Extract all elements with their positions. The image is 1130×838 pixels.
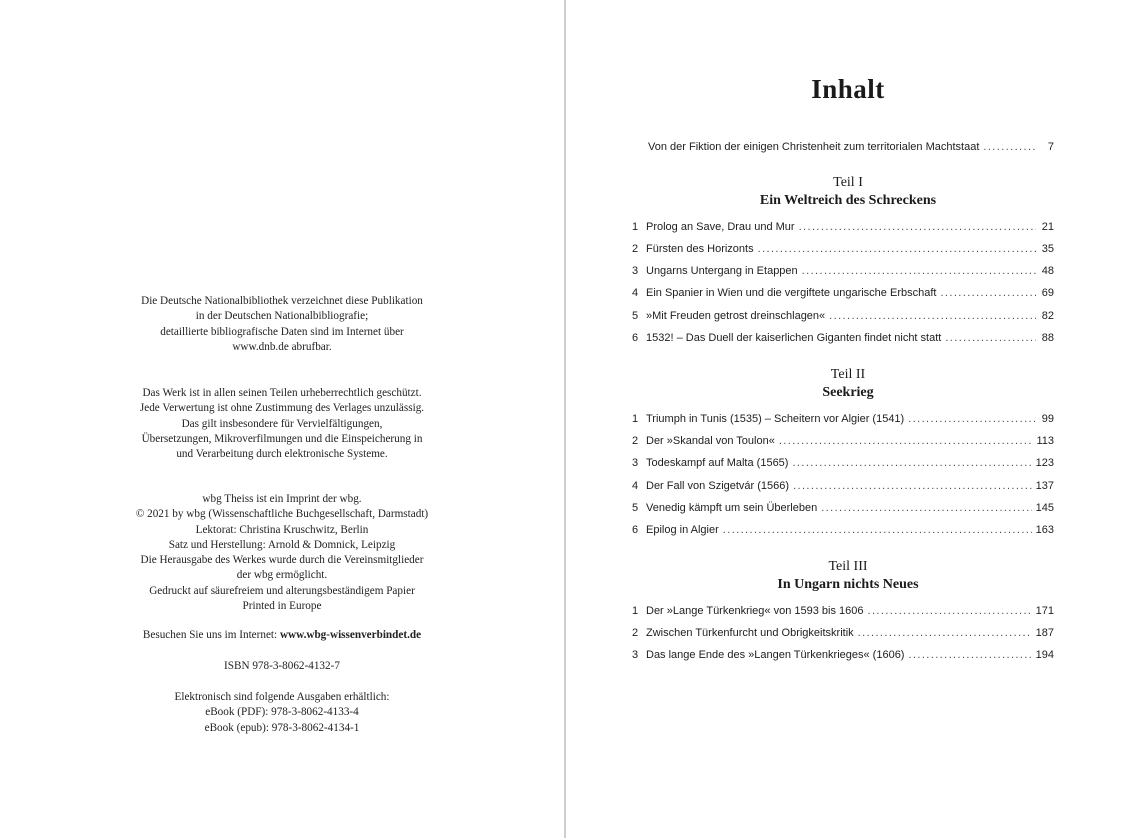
- entry-title: Todeskampf auf Malta (1565): [646, 457, 789, 469]
- website-prefix: Besuchen Sie uns im Internet:: [142, 629, 280, 641]
- entry-number: 4: [632, 480, 639, 492]
- website-link[interactable]: www.wbg-wissenverbindet.de: [279, 629, 422, 641]
- imprint-line: Printed in Europe: [242, 600, 322, 613]
- entry-page: 187: [1035, 627, 1054, 639]
- part-heading: [736, 174, 960, 210]
- leader-dots: [908, 649, 1031, 661]
- toc-entry[interactable]: [632, 265, 1054, 283]
- leader-dots: [983, 141, 1036, 153]
- part-title: Seekrieg: [822, 385, 874, 400]
- entry-number: 3: [632, 457, 639, 469]
- entry-page: 194: [1035, 649, 1054, 661]
- entry-page: 113: [1036, 435, 1054, 447]
- imprint-line: eBook (epub): 978-3-8062-4134-1: [204, 721, 360, 734]
- imprint-line: und Verarbeitung durch elektronische Systeme.: [176, 448, 388, 461]
- leader-dots: [868, 605, 1032, 617]
- leader-dots: [858, 627, 1032, 639]
- toc-entry[interactable]: [632, 413, 1054, 431]
- toc-entry[interactable]: [632, 310, 1054, 328]
- entry-title: Venedig kämpft um sein Überleben: [646, 502, 818, 514]
- entry-title: Der Fall von Szigetvár (1566): [646, 480, 790, 492]
- website-line: [0, 628, 564, 643]
- leader-dots: [758, 243, 1036, 255]
- leader-dots: [799, 221, 1036, 233]
- entry-number: 2: [632, 435, 639, 447]
- entry-page: 123: [1035, 457, 1054, 469]
- toc-entry[interactable]: [632, 502, 1054, 520]
- part-heading: [736, 558, 960, 594]
- entry-number: 3: [632, 265, 639, 277]
- imprint-line: wbg Theiss ist ein Imprint der wbg.: [202, 493, 362, 505]
- bibliographic-notice: [0, 294, 564, 355]
- imprint-line: Übersetzungen, Mikroverfilmungen und die Einspeicherung in: [141, 432, 423, 445]
- publisher-credits: [0, 492, 564, 614]
- entry-title: 1532! – Das Duell der kaiserlichen Giganten findet nicht statt: [646, 332, 942, 344]
- entry-number: 1: [632, 413, 639, 425]
- entry-title: Zwischen Türkenfurcht und Obrigkeitskritik: [646, 627, 854, 639]
- leader-dots: [821, 502, 1031, 514]
- entry-number: 6: [632, 332, 639, 344]
- imprint-line: Satz und Herstellung: Arnold & Domnick, Leipzig: [168, 538, 396, 551]
- entry-page: 88: [1041, 332, 1054, 344]
- toc-entry[interactable]: [632, 627, 1054, 645]
- toc-intro-entry[interactable]: [648, 141, 1054, 159]
- toc-entry[interactable]: [632, 605, 1054, 623]
- leader-dots: [779, 435, 1033, 447]
- imprint-line: Elektronisch sind folgende Ausgaben erhältlich:: [174, 691, 390, 703]
- leader-dots: [908, 413, 1036, 425]
- imprint-line: detaillierte bibliografische Daten sind im Internet über: [160, 325, 404, 338]
- part-title: In Ungarn nichts Neues: [777, 577, 919, 592]
- leader-dots: [793, 480, 1032, 492]
- imprint-line: © 2021 by wbg (Wissenschaftliche Buchgesellschaft, Darmstadt): [135, 508, 429, 521]
- leader-dots: [940, 287, 1036, 299]
- entry-title: Ungarns Untergang in Etappen: [646, 265, 798, 277]
- toc-page: [566, 0, 1130, 838]
- entry-page: 145: [1035, 502, 1054, 514]
- entry-page: 48: [1041, 265, 1054, 277]
- toc-entry[interactable]: [632, 221, 1054, 239]
- entry-title: »Mit Freuden getrost dreinschlagen«: [646, 310, 826, 322]
- imprint-line: in der Deutschen Nationalbibliografie;: [195, 310, 369, 323]
- toc-entry[interactable]: [632, 435, 1054, 453]
- entry-title: Ein Spanier in Wien und die vergiftete ungarische Erbschaft: [646, 287, 937, 299]
- leader-dots: [945, 332, 1036, 344]
- entry-title: Fürsten des Horizonts: [646, 243, 754, 255]
- entry-page: 69: [1041, 287, 1054, 299]
- part-heading: [736, 366, 960, 402]
- isbn-line: ISBN 978-3-8062-4132-7: [224, 660, 340, 672]
- entry-page: 171: [1035, 605, 1054, 617]
- entry-page: 21: [1041, 221, 1054, 233]
- toc-entry[interactable]: [632, 457, 1054, 475]
- part-label: Teil I: [833, 175, 863, 190]
- entry-number: 1: [632, 221, 639, 233]
- toc-entry[interactable]: [632, 480, 1054, 498]
- entry-title: Triumph in Tunis (1535) – Scheitern vor Algier (1541): [646, 413, 905, 425]
- toc-entry[interactable]: [632, 332, 1054, 350]
- entry-number: 2: [632, 243, 639, 255]
- imprint-line: Das gilt insbesondere für Vervielfältigungen,: [181, 417, 383, 430]
- entry-number: 2: [632, 627, 639, 639]
- entry-number: 5: [632, 502, 639, 514]
- part-label: Teil III: [828, 559, 868, 574]
- imprint-line: Jede Verwertung ist ohne Zustimmung des Verlages unzulässig.: [139, 402, 425, 415]
- leader-dots: [829, 310, 1036, 322]
- imprint-line: Die Deutsche Nationalbibliothek verzeichnet diese Publikation: [141, 295, 423, 307]
- imprint-line: Die Herausgabe des Werkes wurde durch die Vereinsmitglieder: [140, 554, 424, 567]
- toc-entry[interactable]: [632, 649, 1054, 667]
- imprint-line: eBook (PDF): 978-3-8062-4133-4: [205, 706, 359, 719]
- imprint-line: Lektorat: Christina Kruschwitz, Berlin: [195, 523, 369, 536]
- entry-title: Prolog an Save, Drau und Mur: [646, 221, 795, 233]
- ebook-editions: [0, 690, 564, 736]
- entry-number: 6: [632, 524, 639, 536]
- entry-title: Das lange Ende des »Langen Türkenkrieges« (1606): [646, 649, 905, 661]
- entry-number: 3: [632, 649, 639, 661]
- imprint-line: der wbg ermöglicht.: [236, 569, 328, 582]
- entry-page: 7: [1047, 141, 1054, 153]
- isbn: [0, 659, 564, 674]
- entry-title: Von der Fiktion der einigen Christenheit zum territorialen Machtstaat: [648, 141, 980, 153]
- toc-entry[interactable]: [632, 243, 1054, 261]
- entry-number: 1: [632, 605, 639, 617]
- entry-page: 35: [1041, 243, 1054, 255]
- entry-number: 5: [632, 310, 639, 322]
- leader-dots: [792, 457, 1031, 469]
- imprint-page: [0, 0, 564, 838]
- part-title: Ein Weltreich des Schreckens: [759, 193, 937, 208]
- entry-page: 82: [1041, 310, 1054, 322]
- toc-entry[interactable]: [632, 287, 1054, 305]
- entry-title: Der »Skandal von Toulon«: [646, 435, 775, 447]
- copyright-notice: [0, 386, 564, 462]
- entry-title: Der »Lange Türkenkrieg« von 1593 bis 1606: [646, 605, 864, 617]
- leader-dots: [723, 524, 1032, 536]
- leader-dots: [802, 265, 1036, 277]
- entry-number: 4: [632, 287, 639, 299]
- toc-entry[interactable]: [632, 524, 1054, 542]
- imprint-line: Das Werk ist in allen seinen Teilen urheberrechtlich geschützt.: [142, 387, 422, 399]
- toc-title: Inhalt: [811, 74, 885, 104]
- entry-page: 163: [1035, 524, 1054, 536]
- imprint-line: www.dnb.de abrufbar.: [232, 340, 332, 353]
- entry-page: 99: [1041, 413, 1054, 425]
- part-label: Teil II: [830, 367, 866, 382]
- entry-page: 137: [1035, 480, 1054, 492]
- imprint-line: Gedruckt auf säurefreiem und alterungsbeständigem Papier: [149, 584, 415, 597]
- entry-title: Epilog in Algier: [646, 524, 719, 536]
